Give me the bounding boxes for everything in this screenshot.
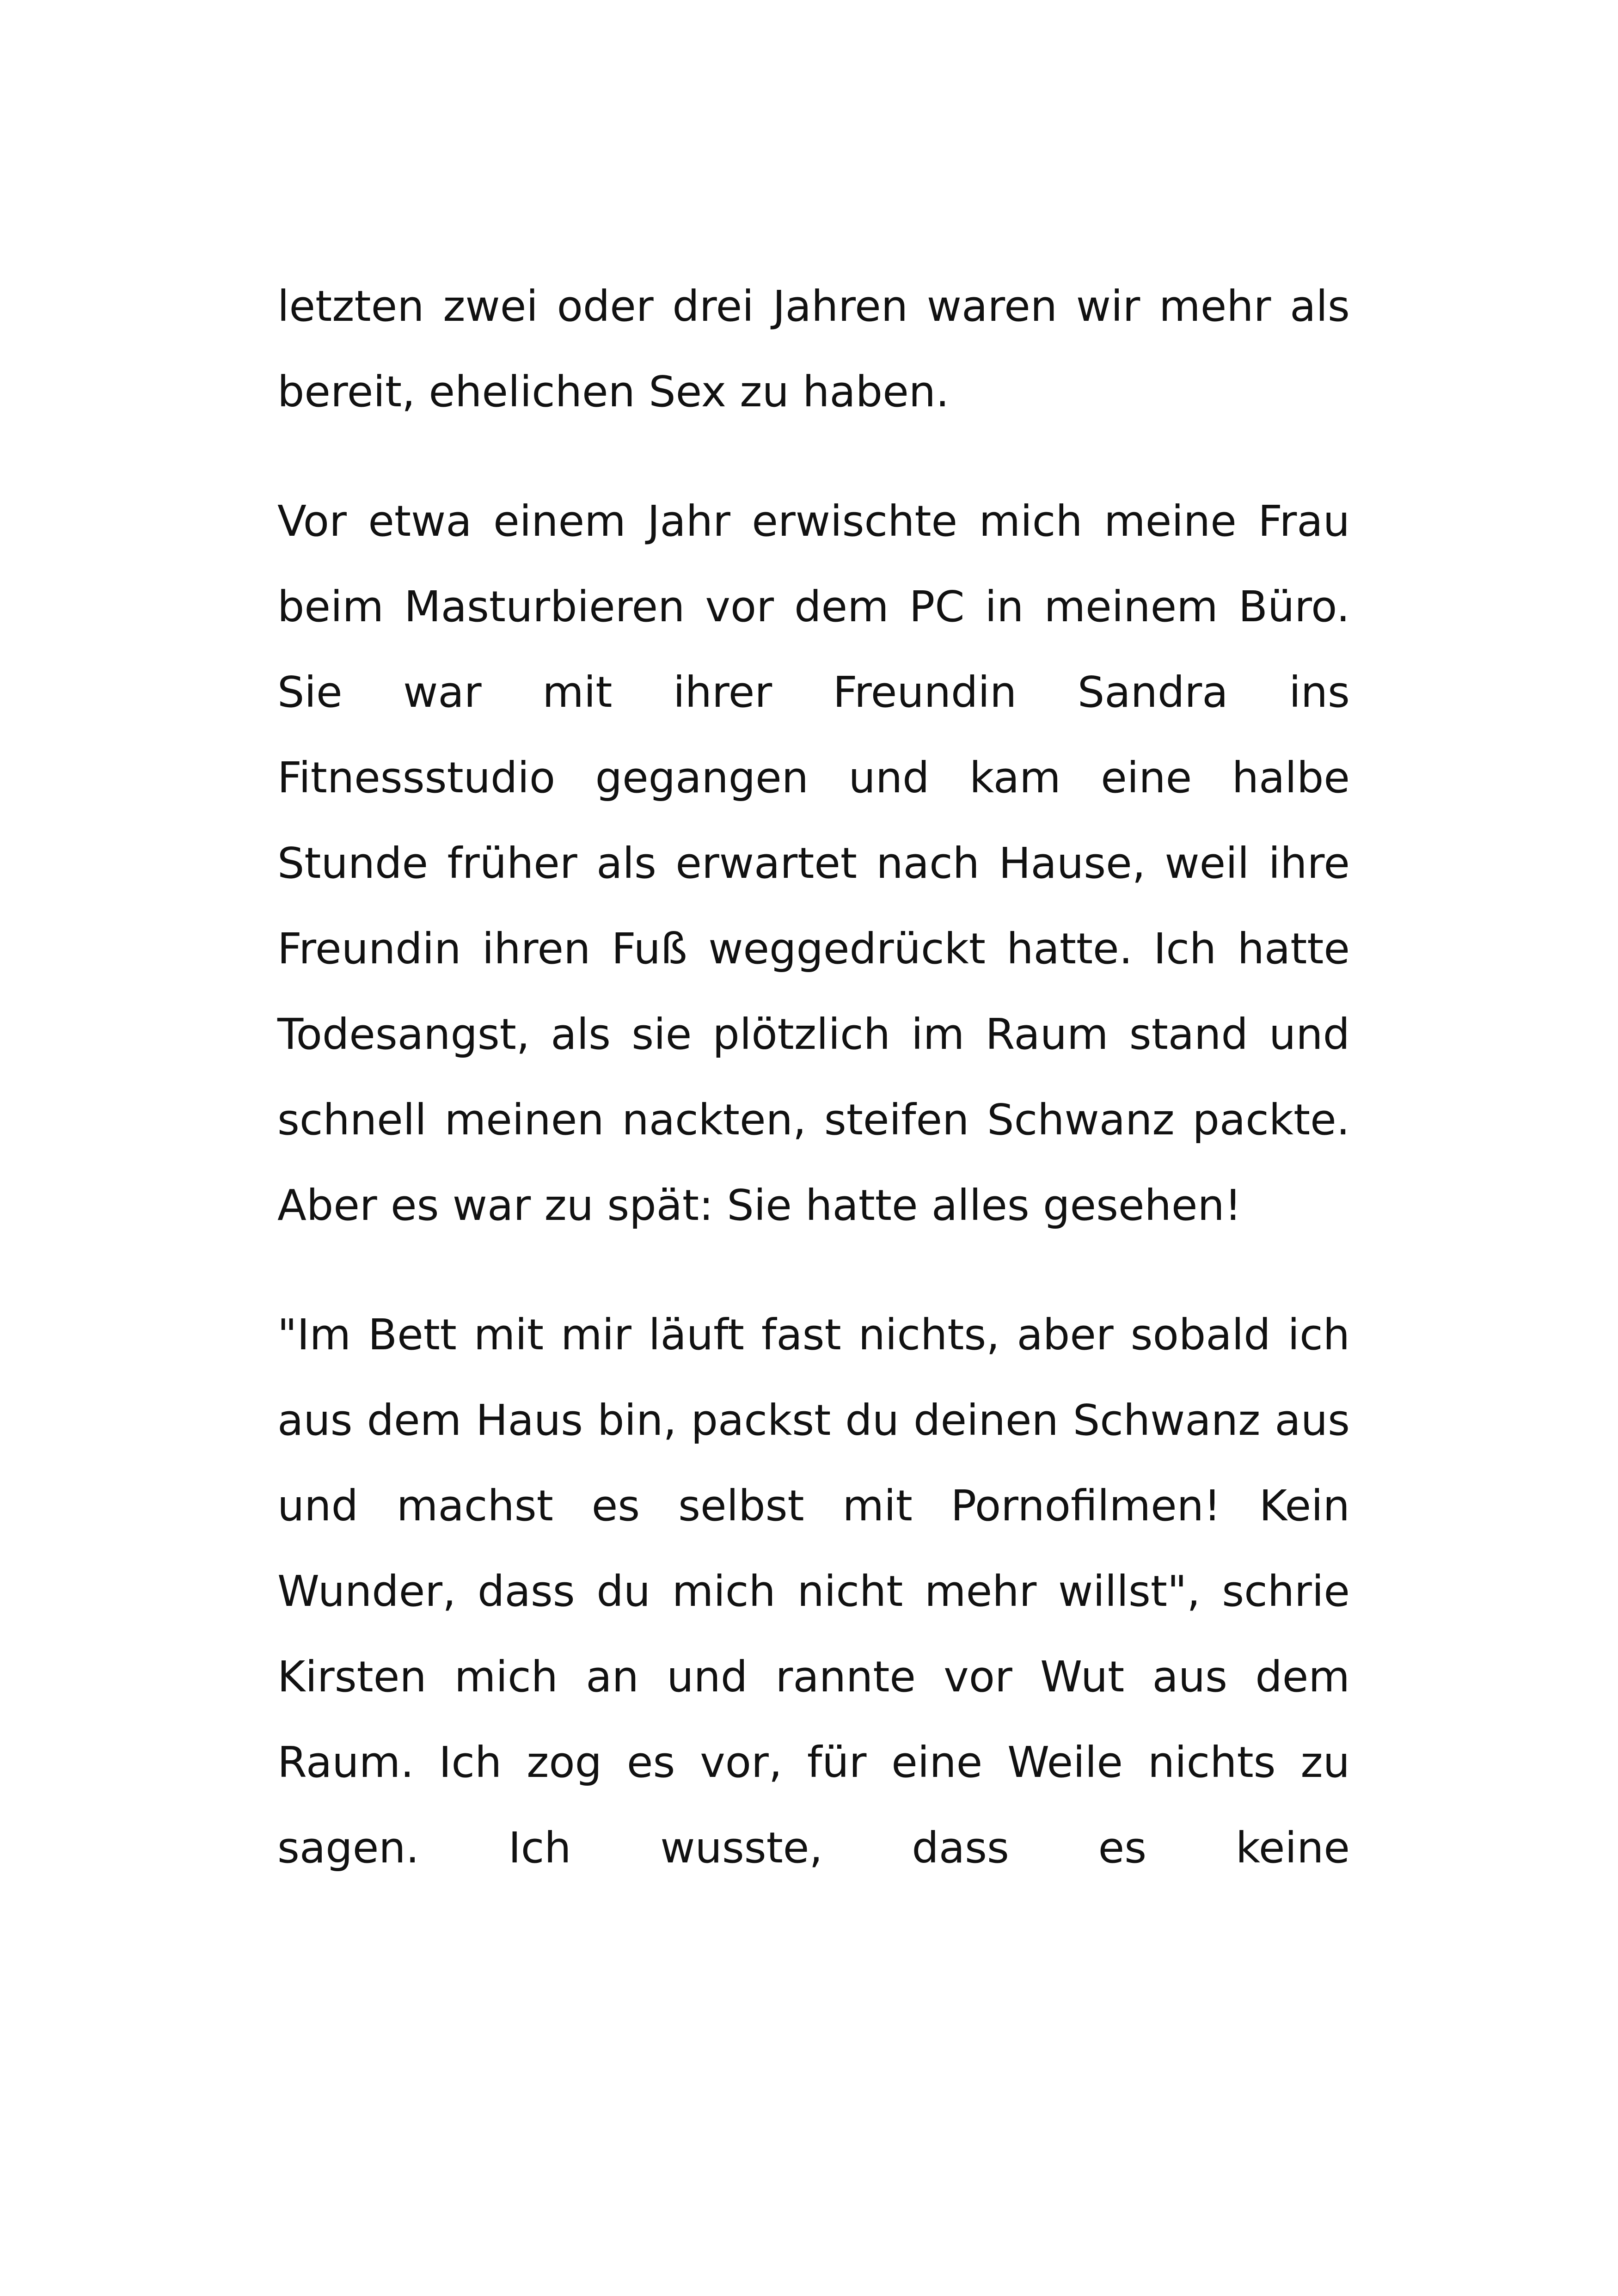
body-text: [277, 263, 1350, 1891]
paragraph-3: "Im Bett mit mir läuft fast nichts, aber sobald ich aus dem Haus bin, packst du deinen Schwanz aus und machst es selbst mit Pornofilmen! Kein Wunder, dass du mich nicht mehr willst", schrie Kirsten mich an und rannte vor Wut aus dem Raum. Ich zog es vor, für eine Weile nichts zu sagen. Ich wusste, dass es keine: [277, 1310, 1350, 1873]
paragraph-2: Vor etwa einem Jahr erwischte mich meine Frau beim Masturbieren vor dem PC in meinem Büro. Sie war mit ihrer Freundin Sandra ins Fitnessstudio gegangen und kam eine halbe Stunde früher als erwartet nach Hause, weil ihre Freundin ihren Fuß weggedrückt hatte. Ich hatte Todesangst, als sie plötzlich im Raum stand und schnell meinen nackten, steifen Schwanz packte. Aber es war zu spät: Sie hatte alles gesehen!: [277, 496, 1350, 1230]
paragraph-1: letzten zwei oder drei Jahren waren wir mehr als bereit, ehelichen Sex zu haben.: [277, 282, 1350, 416]
